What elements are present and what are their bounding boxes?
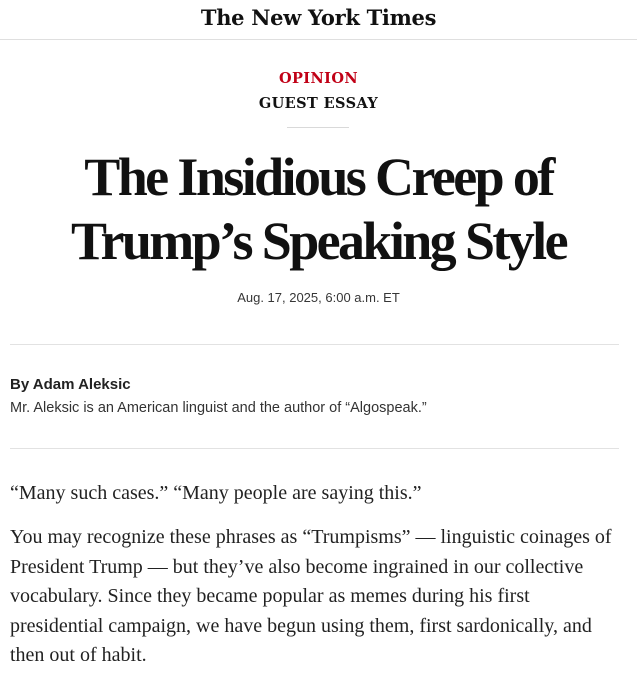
byline[interactable]: By Adam Aleksic xyxy=(10,376,131,393)
section-label-opinion[interactable]: OPINION xyxy=(278,70,359,87)
kicker-divider xyxy=(287,127,349,128)
divider-bottom xyxy=(10,448,619,449)
headline-line-2: Trump’s Speaking Style xyxy=(71,211,566,271)
article-type-label: GUEST ESSAY xyxy=(258,95,379,112)
divider-top xyxy=(10,344,619,345)
article-paragraph: “Many such cases.” “Many people are saying this.” xyxy=(10,482,422,504)
headline-line-1: The Insidious Creep of xyxy=(84,147,553,207)
masthead xyxy=(0,0,637,40)
author-bio: Mr. Aleksic is an American linguist and the author of “Algospeak.” xyxy=(10,400,427,416)
article-paragraph: You may recognize these phrases as “Trumpisms” — linguistic coinages of President Trump — but they’ve also become ingrained in our collective vocabulary. Since they became popular as memes during his first presidential campaign, we have begun using them, first sardonically, and then out of habit. xyxy=(10,526,612,666)
publish-date: Aug. 17, 2025, 6:00 a.m. ET xyxy=(237,290,400,305)
nyt-logo[interactable]: The New York Times xyxy=(200,5,437,30)
